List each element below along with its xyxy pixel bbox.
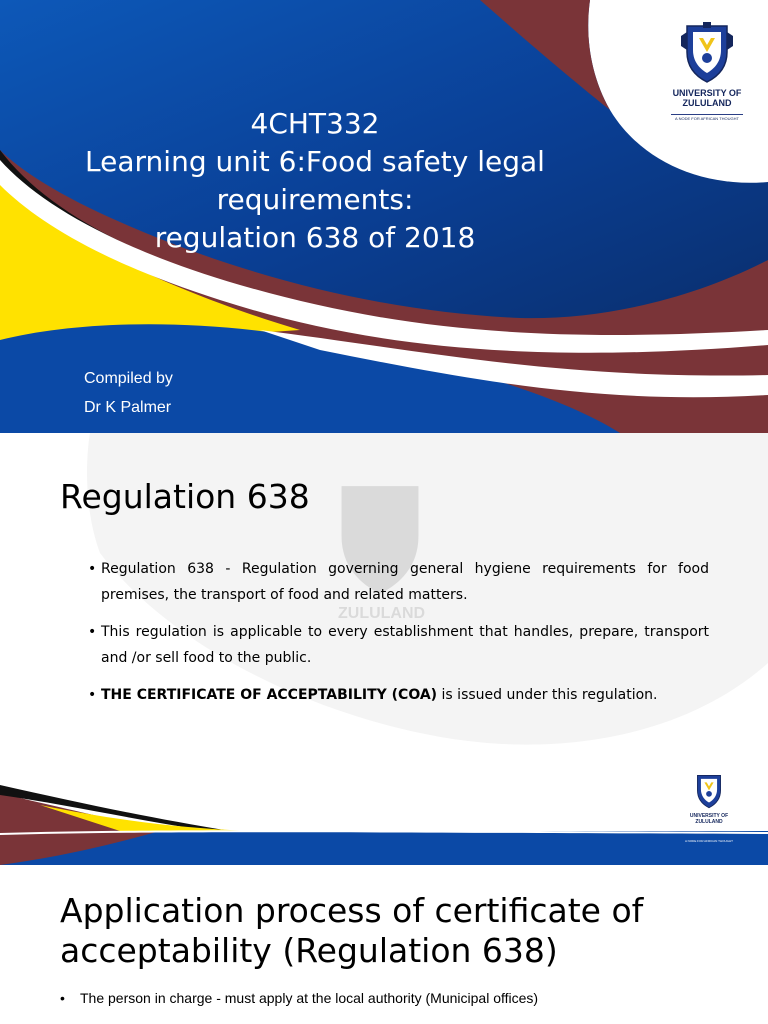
university-name bbox=[664, 88, 750, 108]
bullet-text: is issued under this regulation. bbox=[437, 687, 658, 703]
university-name-line: UNIVERSITY OF bbox=[689, 813, 729, 819]
university-logo-small bbox=[684, 773, 734, 843]
compiled-label: Compiled by bbox=[84, 370, 173, 387]
application-slide bbox=[0, 865, 768, 1024]
title-line: Application process of certificate of bbox=[60, 891, 644, 930]
bullet-icon: • bbox=[60, 990, 65, 1006]
bullet-text: Regulation 638 - Regulation governing general hygiene requirements for food premises, the transport of food and related matters. bbox=[101, 561, 709, 603]
university-tagline: A NODE FOR AFRICAN THOUGHT bbox=[685, 839, 733, 843]
list-item bbox=[88, 619, 709, 671]
university-tagline: A NODE FOR AFRICAN THOUGHT bbox=[671, 114, 743, 121]
list-item bbox=[60, 990, 538, 1006]
university-logo bbox=[664, 22, 750, 121]
title-line: Learning unit 6:Food safety legal bbox=[85, 145, 545, 178]
slide-title: Regulation 638 bbox=[60, 477, 310, 516]
list-item bbox=[88, 556, 709, 608]
title-line: requirements: bbox=[216, 183, 414, 216]
bullet-bold-text: THE CERTIFICATE OF ACCEPTABILITY (COA) bbox=[101, 687, 438, 703]
watermark-text: ZULULAND bbox=[338, 605, 426, 622]
author-name: Dr K Palmer bbox=[84, 399, 172, 416]
compiled-by bbox=[84, 364, 173, 422]
crest-icon bbox=[694, 773, 724, 809]
title-line: 4CHT332 bbox=[250, 107, 380, 140]
crest-icon bbox=[681, 22, 733, 84]
university-name-line: ZULULAND bbox=[682, 98, 732, 108]
bullet-text: This regulation is applicable to every establishment that handles, prepare, transport and /or sell food to the public. bbox=[101, 624, 709, 666]
bullet-icon: • bbox=[88, 687, 97, 703]
title-line: acceptability (Regulation 638) bbox=[60, 931, 558, 970]
list-item bbox=[88, 682, 709, 708]
bullet-icon: • bbox=[88, 624, 97, 640]
university-name-line: ZULULAND bbox=[695, 819, 723, 825]
bullet-icon: • bbox=[88, 561, 97, 577]
bullet-text: The person in charge - must apply at the local authority (Municipal offices) bbox=[80, 990, 539, 1006]
university-name-line: UNIVERSITY OF bbox=[672, 88, 742, 98]
slide-title bbox=[60, 891, 643, 971]
slide-title bbox=[30, 105, 600, 257]
university-name bbox=[684, 813, 734, 825]
title-slide bbox=[0, 0, 768, 433]
title-line: regulation 638 of 2018 bbox=[154, 221, 476, 254]
regulation-slide bbox=[0, 433, 768, 865]
bullet-list bbox=[88, 556, 709, 719]
